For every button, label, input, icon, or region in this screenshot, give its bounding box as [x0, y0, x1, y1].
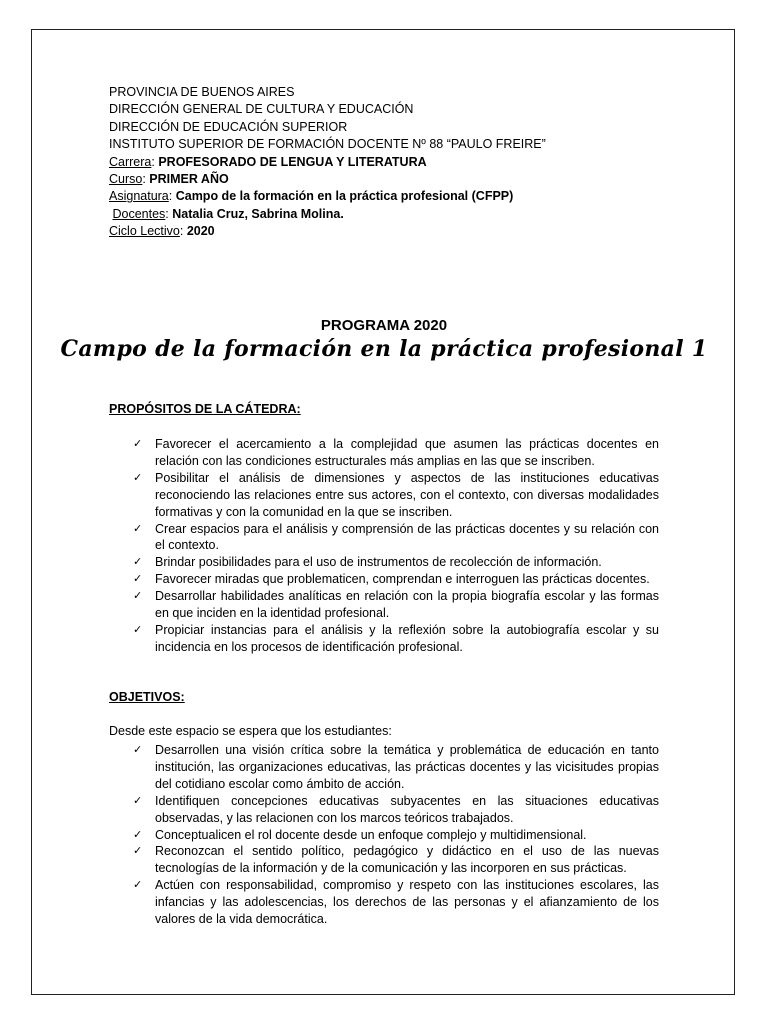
checkmark-icon: ✓: [133, 827, 143, 841]
list-item-text: Desarrollen una visión crítica sobre la temática y problemática de educación en tanto institución, las organizaciones educativas, las prácticas docentes y las vicisitudes propias del cotidiano escolar como ámbito de acción.: [155, 743, 659, 791]
list-item: [133, 436, 659, 470]
header-province: PROVINCIA DE BUENOS AIRES: [109, 85, 295, 99]
objetivos-intro: Desde este espacio se espera que los estudiantes:: [109, 724, 392, 738]
header-institute: INSTITUTO SUPERIOR DE FORMACIÓN DOCENTE Nº 88 “PAULO FREIRE”: [109, 137, 546, 152]
list-item-text: Posibilitar el análisis de dimensiones y aspectos de las instituciones educativas reconociendo las relaciones entre sus actores, con el contexto, con diversas modalidades formativas y con la comunidad en la que se inscriben.: [155, 470, 659, 519]
section-title-propositos: PROPÓSITOS DE LA CÁTEDRA:: [109, 402, 301, 416]
list-item: [133, 877, 659, 928]
header-docentes: Docentes: Natalia Cruz, Sabrina Molina.: [112, 206, 344, 221]
list-item-text: Favorecer miradas que problematicen, comprendan e interroguen las prácticas docentes.: [155, 572, 650, 587]
propositos-title-text: PROPÓSITOS DE LA CÁTEDRA: [109, 402, 297, 416]
list-item: [133, 827, 659, 844]
list-item: [133, 742, 659, 793]
list-item: [133, 554, 659, 571]
list-item-text: Favorecer el acercamiento a la complejidad que asumen las prácticas docentes en relación con las condiciones estructurales más amplias en las que se inscriben.: [155, 437, 659, 468]
list-item: [133, 571, 659, 588]
list-item-text: Desarrollar habilidades analíticas en relación con la propia biografía escolar y las formas en que inciden en la identidad profesional.: [155, 589, 659, 621]
list-item: [133, 470, 659, 521]
checkmark-icon: ✓: [133, 622, 143, 636]
list-item: [133, 588, 659, 622]
header-ciclo: Ciclo Lectivo: 2020: [109, 224, 215, 239]
header-asignatura: Asignatura: Campo de la formación en la práctica profesional (CFPP): [109, 189, 514, 204]
header-curso: Curso: PRIMER AÑO: [109, 172, 229, 187]
section-title-objetivos: OBJETIVOS:: [109, 690, 185, 704]
ciclo-value: 2020: [186, 224, 215, 239]
checkmark-icon: ✓: [133, 555, 143, 569]
list-item-text: Conceptualicen el rol docente desde un enfoque complejo y multidimensional.: [155, 827, 587, 842]
list-item-text: Identifiquen concepciones educativas subyacentes en las situaciones educativas observadas, y las relacionen con los marcos teóricos trabajados.: [155, 793, 659, 825]
checkmark-icon: ✓: [133, 878, 143, 892]
checkmark-icon: ✓: [133, 743, 143, 756]
list-item: [133, 622, 659, 656]
document-header: [109, 84, 669, 241]
checkmark-icon: ✓: [133, 470, 143, 484]
list-item-text: Reconozcan el sentido político, pedagógico y didáctico en el uso de las nuevas tecnologías de la información y de la comunicación y las incorporen en sus prácticas.: [155, 844, 659, 876]
carrera-value: PROFESORADO DE LENGUA Y LITERATURA: [158, 154, 427, 169]
header-carrera: Carrera: PROFESORADO DE LENGUA Y LITERATURA: [109, 154, 427, 169]
asignatura-label: Asignatura: [109, 189, 169, 204]
ciclo-label: Ciclo Lectivo: [109, 224, 180, 239]
list-item-text: Crear espacios para el análisis y comprensión de las prácticas docentes y su relación con el contexto.: [155, 521, 659, 553]
carrera-label: Carrera: [109, 154, 152, 169]
curso-label: Curso: [109, 172, 143, 187]
checkmark-icon: ✓: [133, 572, 143, 586]
list-item: [133, 843, 659, 877]
list-item-text: Brindar posibilidades para el uso de instrumentos de recolección de información.: [155, 555, 602, 570]
header-direction-superior: DIRECCIÓN DE EDUCACIÓN SUPERIOR: [109, 119, 348, 134]
list-item-text: Actúen con responsabilidad, compromiso y respeto con las instituciones escolares, las infancias y las adolescencias, los derechos de las personas y el afianzamiento de los valores de la vida democrática.: [155, 878, 659, 927]
checkmark-icon: ✓: [133, 793, 143, 807]
docentes-value: Natalia Cruz, Sabrina Molina.: [172, 206, 344, 221]
checkmark-icon: ✓: [133, 437, 143, 450]
checkmark-icon: ✓: [133, 589, 143, 603]
list-item-text: Propiciar instancias para el análisis y la reflexión sobre la autobiografía escolar y su incidencia en los procesos de identificación profesional.: [155, 622, 659, 654]
list-item: [133, 793, 659, 827]
list-item: [133, 521, 659, 555]
course-title: Campo de la formación en la práctica profesional 1: [60, 336, 708, 362]
objetivos-list: [133, 742, 659, 928]
curso-value: PRIMER AÑO: [149, 172, 229, 187]
asignatura-value: Campo de la formación en la práctica profesional (CFPP): [175, 189, 514, 204]
checkmark-icon: ✓: [133, 844, 143, 858]
header-direction-general: DIRECCIÓN GENERAL DE CULTURA Y EDUCACIÓN: [109, 102, 414, 117]
docentes-label: Docentes: [112, 206, 166, 221]
checkmark-icon: ✓: [133, 521, 143, 535]
program-heading: PROGRAMA 2020: [320, 317, 448, 334]
propositos-list: [133, 436, 659, 656]
